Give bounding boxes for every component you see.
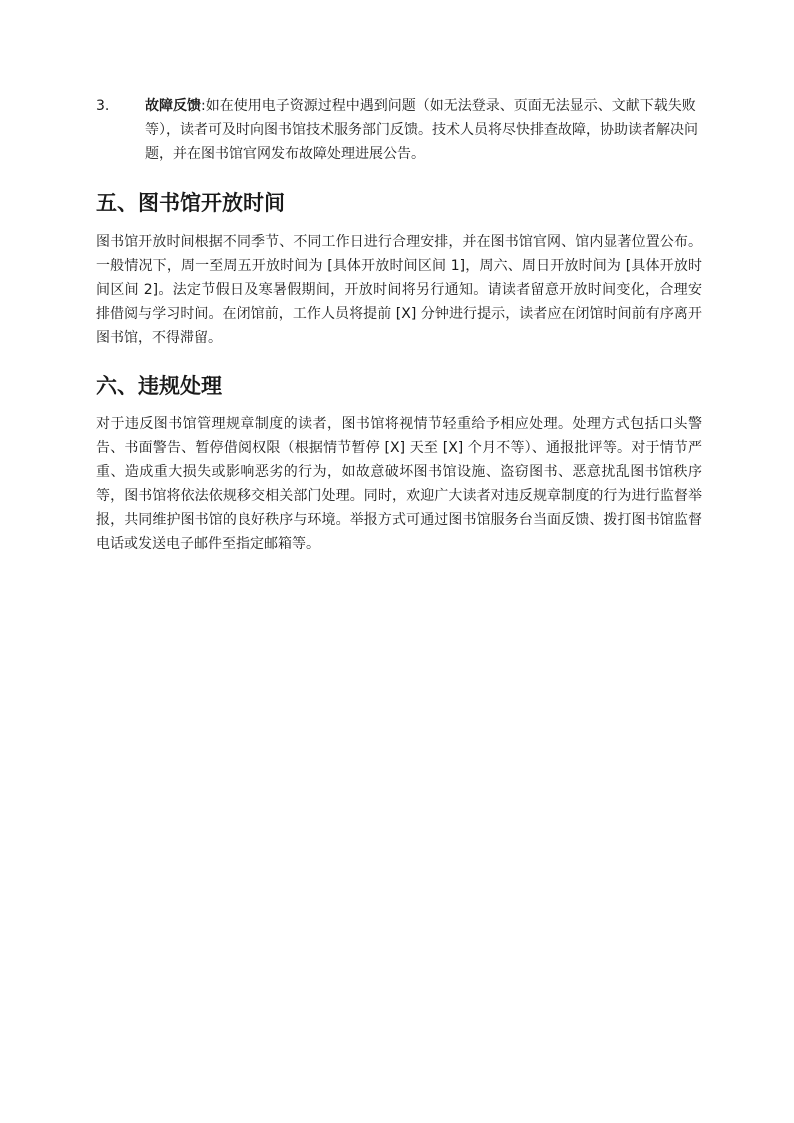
list-item-term: 故障反馈 bbox=[145, 98, 201, 114]
section-paragraph-violations: 对于违反图书馆管理规章制度的读者，图书馆将视情节轻重给予相应处理。处理方式包括口头警告、书面警告、暂停借阅权限（根据情节暂停 [X] 天至 [X] 个月不等）、通报批评等。对于情节严重、造成重大损失或影响恶劣的行为，如故意破坏图书馆设施、盗窃图书、恶意扰乱图书馆秩序等，图书馆将依法依规移交相关部门处理。同时，欢迎广大读者对违反规章制度的行为进行监督举报，共同维护图书馆的良好秩序与环境。举报方式可通过图书馆服务台当面反馈、拨打图书馆监督电话或发送电子邮件至指定邮箱等。 bbox=[96, 416, 702, 552]
section-heading-opening-hours: 五、图书馆开放时间 bbox=[96, 191, 285, 215]
section-paragraph-opening-hours: 图书馆开放时间根据不同季节、不同工作日进行合理安排，并在图书馆官网、馆内显著位置公布。一般情况下，周一至周五开放时间为 [具体开放时间区间 1]，周六、周日开放时间为 [具体开放时间区间 2]。法定节假日及寒暑假期间，开放时间将另行通知。请读者留意开放时间变化，合理安排借阅与学习时间。在闭馆前，工作人员将提前 [X] 分钟进行提示，读者应在闭馆时间前有序离开图书馆，不得滞留。 bbox=[96, 234, 702, 346]
list-item-text: 如在使用电子资源过程中遇到问题（如无法登录、页面无法显示、文献下载失败等），读者可及时向图书馆技术服务部门反馈。技术人员将尽快排查故障，协助读者解决问题，并在图书馆官网发布故障处理进展公告。 bbox=[145, 98, 698, 162]
list-item-body bbox=[145, 94, 705, 166]
list-item-colon: : bbox=[201, 98, 206, 114]
list-item-number: 3. bbox=[96, 98, 110, 114]
section-heading-violations: 六、违规处理 bbox=[96, 374, 222, 398]
